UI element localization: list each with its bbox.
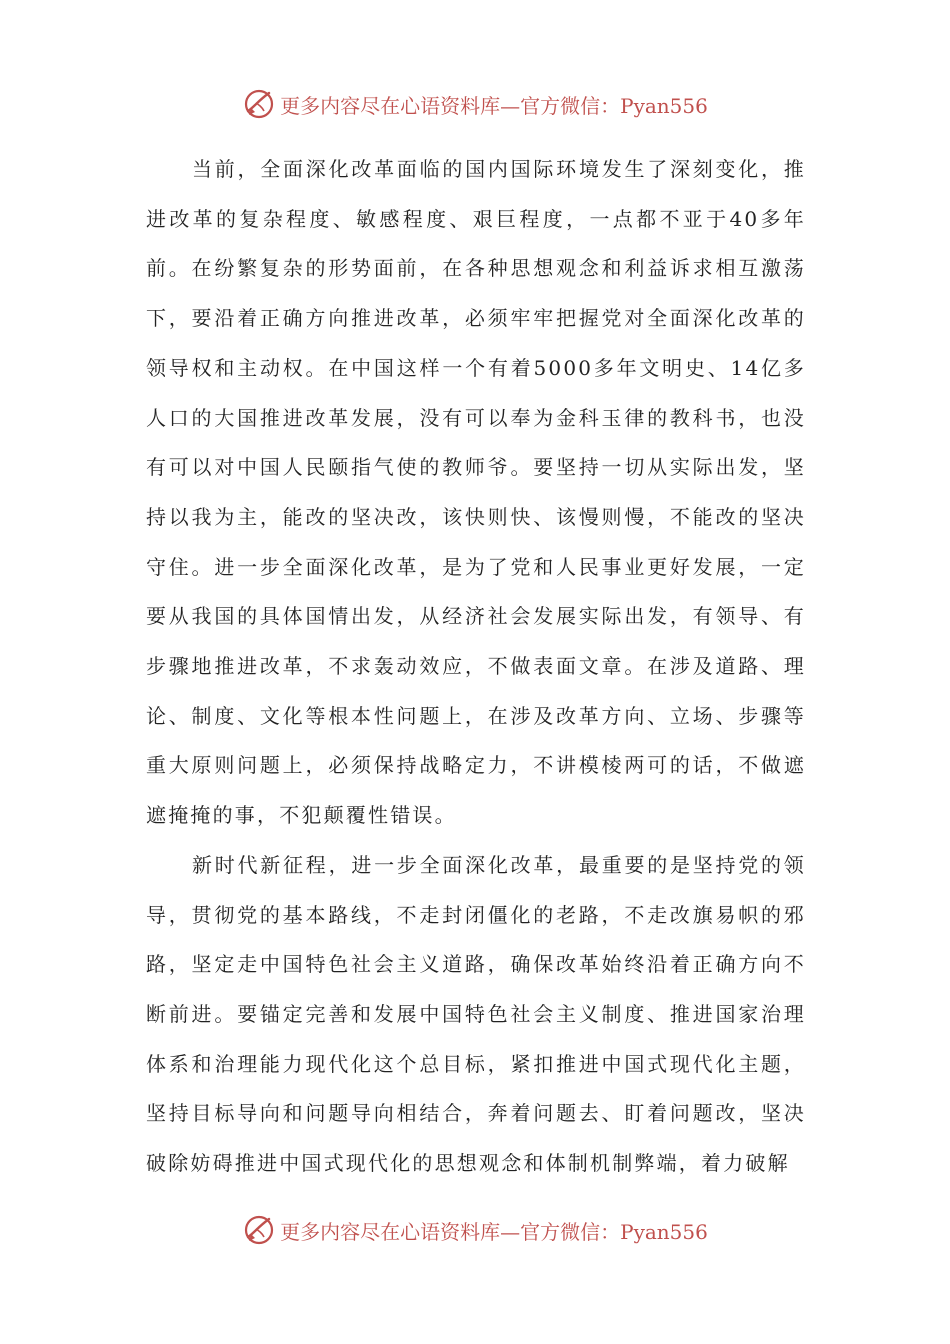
pen-logo-icon [242, 1213, 276, 1247]
header-banner [0, 84, 950, 124]
pen-logo-icon [242, 87, 276, 121]
footer-banner-text: 更多内容尽在心语资料库—官方微信：Pyan556 [280, 1219, 708, 1244]
paragraph-1: 当前，全面深化改革面临的国内国际环境发生了深刻变化，推进改革的复杂程度、敏感程度、艰巨程度，一点都不亚于40多年前。在纷繁复杂的形势面前，在各种思想观念和利益诉求相互激荡下，要沿着正确方向推进改革，必须牢牢把握党对全面深化改革的领导权和主动权。在中国这样一个有着5000多年文明史、14亿多人口的大国推进改革发展，没有可以奉为金科玉律的教科书，也没有可以对中国人民颐指气使的教师爷。要坚持一切从实际出发，坚持以我为主，能改的坚决改，该快则快、该慢则慢，不能改的坚决守住。进一步全面深化改革，是为了党和人民事业更好发展，一定要从我国的具体国情出发，从经济社会发展实际出发，有领导、有步骤地推进改革，不求轰动效应，不做表面文章。在涉及道路、理论、制度、文化等根本性问题上，在涉及改革方向、立场、步骤等重大原则问题上，必须保持战略定力，不讲模棱两可的话，不做遮遮掩掩的事，不犯颠覆性错误。 [146, 157, 806, 828]
document-body [146, 145, 806, 1189]
footer-banner [0, 1210, 950, 1250]
paragraph-2: 新时代新征程，进一步全面深化改革，最重要的是坚持党的领导，贯彻党的基本路线，不走封闭僵化的老路，不走改旗易帜的邪路，坚定走中国特色社会主义道路，确保改革始终沿着正确方向不断前进。要锚定完善和发展中国特色社会主义制度、推进国家治理体系和治理能力现代化这个总目标，紧扣推进中国式现代化主题，坚持目标导向和问题导向相结合，奔着问题去、盯着问题改，坚决破除妨碍推进中国式现代化的思想观念和体制机制弊端，着力破解 [146, 852, 806, 1176]
header-banner-text: 更多内容尽在心语资料库—官方微信：Pyan556 [280, 93, 708, 118]
